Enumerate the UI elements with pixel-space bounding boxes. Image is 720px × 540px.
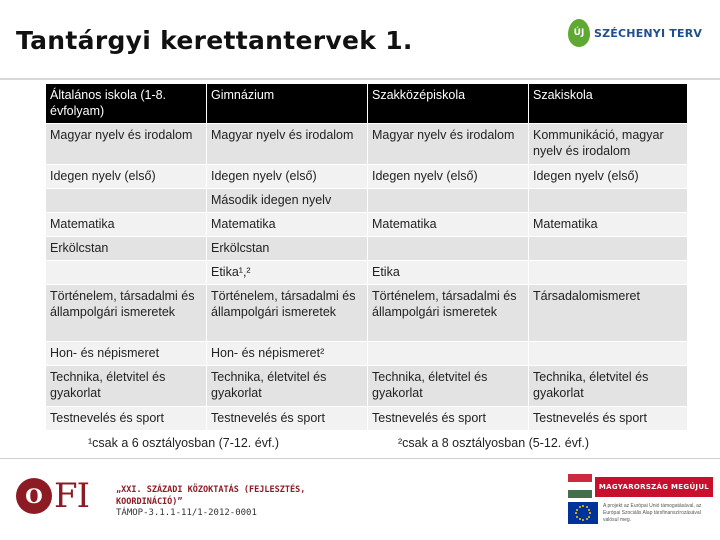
table-cell: Idegen nyelv (első) [46, 165, 207, 189]
table-row [46, 261, 688, 285]
table-cell: Magyar nyelv és irodalom [207, 124, 368, 165]
eu-star-icon [576, 516, 578, 518]
table-cell: Erkölcstan [46, 237, 207, 261]
table-row [46, 407, 688, 431]
table-cell: Testnevelés és sport [207, 407, 368, 431]
table-cell: Matematika [368, 213, 529, 237]
eu-star-icon [588, 509, 590, 511]
table-cell: Matematika [46, 213, 207, 237]
eu-star-icon [575, 512, 577, 514]
table-cell: Idegen nyelv (első) [529, 165, 688, 189]
header-cell: Szakközépiskola [368, 84, 529, 124]
eu-star-icon [582, 519, 584, 521]
table-cell: Magyar nyelv és irodalom [368, 124, 529, 165]
table-cell: Hon- és népismeret [46, 342, 207, 366]
eu-star-icon [588, 516, 590, 518]
project-code: TÁMOP-3.1.1-11/1-2012-0001 [116, 508, 257, 518]
flag-stripe-red [568, 474, 592, 482]
eu-star-icon [586, 506, 588, 508]
table-header-row [46, 84, 688, 124]
eu-support-text: A projekt az Európai Unió támogatásával, az Európai Szociális Alap társfinanszírozásával valósul meg. [603, 503, 702, 523]
footnote-2: ²csak a 8 osztályosban (5-12. évf.) [398, 436, 590, 450]
footnote-1: ¹csak a 6 osztályosban (7-12. évf.) [88, 436, 280, 450]
flag-stripe-green [568, 490, 592, 498]
eu-star-icon [586, 518, 588, 520]
table-row [46, 366, 688, 407]
table-cell: Matematika [207, 213, 368, 237]
table-row [46, 124, 688, 165]
table-cell [529, 237, 688, 261]
title-divider [0, 78, 720, 80]
header-cell: Gimnázium [207, 84, 368, 124]
ofi-emblem-icon: O [16, 478, 52, 514]
table-row [46, 285, 688, 342]
footer-divider [0, 458, 720, 459]
eu-star-icon [579, 518, 581, 520]
table-cell [529, 189, 688, 213]
table-cell [529, 342, 688, 366]
table-cell: Történelem, társadalmi és állampolgári ismeretek [46, 285, 207, 342]
table-cell: Társadalomismeret [529, 285, 688, 342]
table-cell: Technika, életvitel és gyakorlat [368, 366, 529, 407]
table-cell: Magyar nyelv és irodalom [46, 124, 207, 165]
eu-star-icon [576, 509, 578, 511]
table-cell [529, 261, 688, 285]
curriculum-table [45, 83, 688, 431]
table-cell: Idegen nyelv (első) [207, 165, 368, 189]
table-cell [46, 189, 207, 213]
table-row [46, 237, 688, 261]
magyarorszag-megujul-banner: MAGYARORSZÁG MEGÚJUL [595, 477, 713, 497]
ofi-logo [16, 472, 112, 520]
table-cell: Etika [368, 261, 529, 285]
table-row [46, 189, 688, 213]
szechenyi-terv-logo [568, 18, 702, 48]
project-name: „XXI. SZÁZADI KÖZOKTATÁS (FEJLESZTÉS, KOORDINÁCIÓ)” [116, 485, 306, 507]
table-cell [368, 237, 529, 261]
ofi-logo-letters: FI [54, 476, 90, 516]
table-cell: Történelem, társadalmi és állampolgári ismeretek [207, 285, 368, 342]
table-cell: Idegen nyelv (első) [368, 165, 529, 189]
header-cell: Szakiskola [529, 84, 688, 124]
table-cell: Második idegen nyelv [207, 189, 368, 213]
table-row [46, 342, 688, 366]
page-title: Tantárgyi kerettantervek 1. [16, 26, 413, 55]
table-cell: Technika, életvitel és gyakorlat [529, 366, 688, 407]
table-cell: Testnevelés és sport [368, 407, 529, 431]
table-cell: Matematika [529, 213, 688, 237]
table-row [46, 213, 688, 237]
header-cell: Általános iskola (1-8. évfolyam) [46, 84, 207, 124]
table-row [46, 165, 688, 189]
eu-star-icon [589, 512, 591, 514]
table-cell: Technika, életvitel és gyakorlat [46, 366, 207, 407]
table-cell [46, 261, 207, 285]
table-cell: Technika, életvitel és gyakorlat [207, 366, 368, 407]
eu-star-icon [582, 505, 584, 507]
table-cell: Hon- és népismeret² [207, 342, 368, 366]
table-cell: Történelem, társadalmi és állampolgári ismeretek [368, 285, 529, 342]
table-cell: Etika¹,² [207, 261, 368, 285]
table-cell [368, 342, 529, 366]
table-cell: Erkölcstan [207, 237, 368, 261]
table-cell: Kommunikáció, magyar nyelv és irodalom [529, 124, 688, 165]
szechenyi-logo-text: SZÉCHENYI TERV [594, 26, 703, 40]
eu-flag-icon [568, 502, 598, 524]
szechenyi-badge-icon: ÚJ [568, 19, 590, 47]
table-cell [368, 189, 529, 213]
table-cell: Testnevelés és sport [529, 407, 688, 431]
hungarian-flag-icon [568, 474, 592, 498]
eu-star-icon [579, 506, 581, 508]
table-cell: Testnevelés és sport [46, 407, 207, 431]
flag-stripe-white [568, 482, 592, 490]
